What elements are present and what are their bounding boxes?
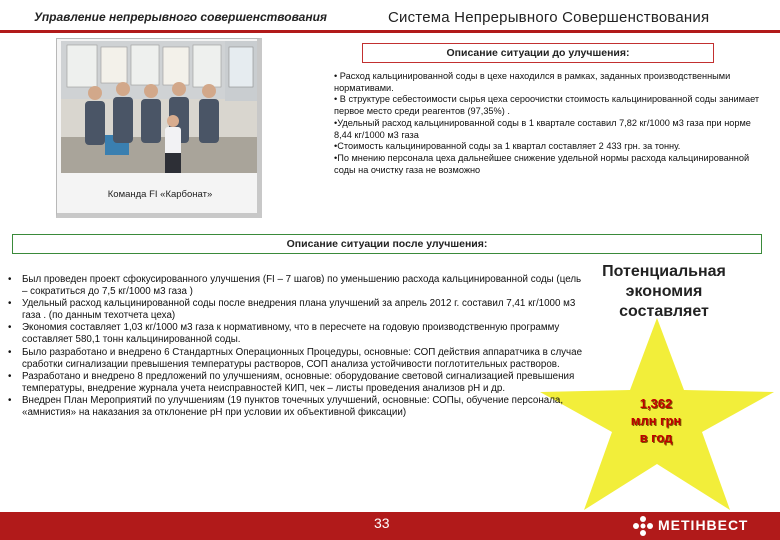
metinvest-logo xyxy=(632,515,772,537)
after-item: • Внедрен План Мероприятий по улучшениям (19 пунктов точечных улучшений, основные: СОПы, обучение персонала, «амнистия» на наказания за отклонение pH при условии их объективной фиксации) xyxy=(8,395,588,419)
after-item: • Экономия составляет 1,03 кг/1000 м3 газа к нормативному, что в пересчете на годовую производственную программу составляет 580,1 тонн кальцинированной соды. xyxy=(8,322,588,346)
header-divider xyxy=(0,30,780,33)
after-item: • Был проведен проект сфокусированного улучшения (FI – 7 шагов) по уменьшению расхода кальцинированной соды (цель – сократиться до 7,5 кг/1000 м3 газа ) xyxy=(8,274,588,298)
potential-line: Потенциальная xyxy=(602,263,726,280)
team-photo-illustration xyxy=(61,41,257,173)
potential-line: экономия xyxy=(625,283,703,300)
footer-bar xyxy=(0,512,780,540)
after-item: • Было разработано и внедрено 6 Стандартных Операционных Процедуры, основные: СОП действия аппаратчика в случае сработки сигнализации превышения температуры растворов, СОП анализа устойчивости поглотительных растворов. xyxy=(8,347,588,371)
before-item: •Стоимость кальцинированной соды за 1 квартал составляет 2 433 грн. за тонну. xyxy=(334,141,681,152)
system-title: Система Непрерывного Совершенствования xyxy=(388,9,710,26)
after-item: • Разработано и внедрено 8 предложений по улучшениям, основные: оборудование световой сигнализацией превышения температуры, внедрение журнала учета неисправностей КИП, чек – листы проведения анализов pH и др. xyxy=(8,371,588,395)
before-item: •Удельный расход кальцинированной соды в 1 квартале составил 7,82 кг/1000 м3 газа при норме 8,44 кг/1000 м3 газа xyxy=(334,117,751,140)
economy-period: в год xyxy=(639,430,673,445)
economy-amount: 1,362 xyxy=(639,396,673,411)
before-title: Описание ситуации до улучшения: xyxy=(362,43,714,63)
after-title: Описание ситуации после улучшения: xyxy=(12,234,762,254)
after-item: • Удельный расход кальцинированной соды после внедрения плана улучшений за апрель 2012 г. составил 7,41 кг/1000 м3 газа . (по данным техотчета цеха) xyxy=(8,298,588,322)
potential-line: составляет xyxy=(619,303,709,320)
logo-mark-icon xyxy=(632,515,654,537)
economy-unit: млн грн xyxy=(630,413,682,428)
team-photo xyxy=(61,41,257,173)
photo-caption: Команда FI «Карбонат» xyxy=(107,189,213,200)
logo-text: МЕТІНВЕСТ xyxy=(658,517,749,533)
section-title: Управление непрерывного совершенствования xyxy=(34,10,327,24)
before-item: • В структуре себестоимости сырья цеха сероочистки стоимость кальцинированной соды занимает первое место среди реагентов (97,35%) . xyxy=(334,94,760,117)
before-item: • Расход кальцинированной соды в цехе находился в рамках, заданных производственными нормативами. xyxy=(334,71,731,93)
potential-savings-heading xyxy=(578,262,750,322)
after-list xyxy=(8,274,588,419)
economy-value xyxy=(616,395,696,446)
team-photo-frame xyxy=(56,38,262,218)
page-number: 33 xyxy=(374,515,390,531)
before-list xyxy=(334,71,764,176)
before-item: •По мнению персонала цеха дальнейшее снижение удельной нормы расхода кальцинированной соды на очистку газа не возможно xyxy=(334,152,750,175)
